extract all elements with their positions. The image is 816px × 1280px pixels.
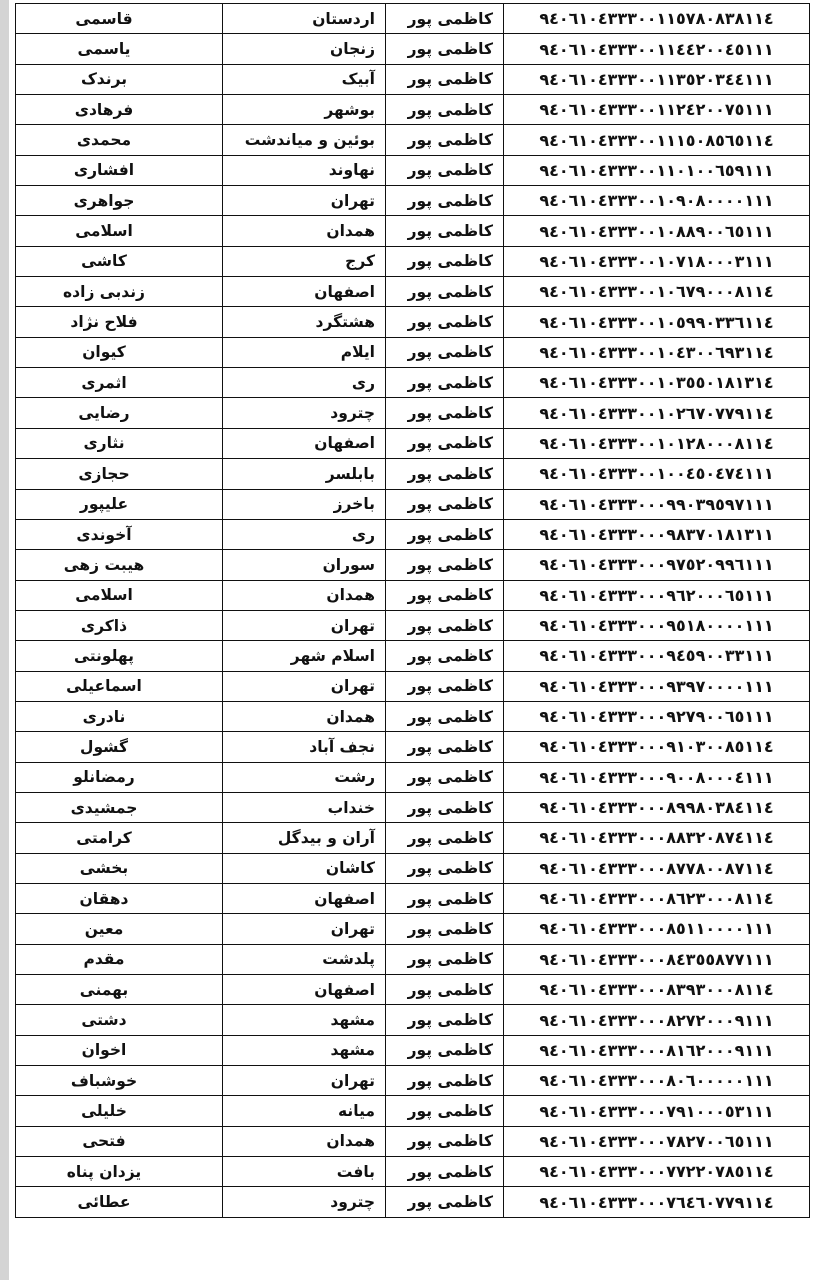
cell-name: کاظمی پور	[386, 671, 504, 701]
cell-city: کاشان	[223, 853, 386, 883]
cell-name: کاظمی پور	[386, 95, 504, 125]
table-row	[16, 883, 810, 913]
cell-surname: کیوان	[16, 337, 223, 367]
cell-code: ٩٤٠٦١٠٤٣٣٣٠٠٠٨٧٧٨٠٠٨٧١١٤	[504, 853, 810, 883]
table-row	[16, 580, 810, 610]
cell-city: سوران	[223, 550, 386, 580]
cell-name: کاظمی پور	[386, 125, 504, 155]
cell-name: کاظمی پور	[386, 732, 504, 762]
table-row	[16, 307, 810, 337]
cell-surname: افشاری	[16, 155, 223, 185]
table-row	[16, 368, 810, 398]
cell-code: ٩٤٠٦١٠٤٣٣٣٠٠٠٧٧٢٢٠٧٨٥١١٤	[504, 1157, 810, 1187]
cell-code: ٩٤٠٦١٠٤٣٣٣٠٠٠٩٧٥٢٠٩٩٦١١١	[504, 550, 810, 580]
cell-surname: قاسمی	[16, 4, 223, 34]
cell-name: کاظمی پور	[386, 1005, 504, 1035]
cell-name: کاظمی پور	[386, 4, 504, 34]
cell-name: کاظمی پور	[386, 216, 504, 246]
cell-code: ٩٤٠٦١٠٤٣٣٣٠٠٠٩١٠٣٠٠٨٥١١٤	[504, 732, 810, 762]
table-row	[16, 4, 810, 34]
cell-code: ٩٤٠٦١٠٤٣٣٣٠٠١٠٢٦٧٠٧٧٩١١٤	[504, 398, 810, 428]
table-row	[16, 459, 810, 489]
cell-surname: جواهری	[16, 186, 223, 216]
cell-surname: یاسمی	[16, 34, 223, 64]
cell-code: ٩٤٠٦١٠٤٣٣٣٠٠٠٨٣٩٣٠٠٠٨١١٤	[504, 975, 810, 1005]
table-row	[16, 701, 810, 731]
cell-name: کاظمی پور	[386, 186, 504, 216]
table-row	[16, 519, 810, 549]
cell-surname: بخشی	[16, 853, 223, 883]
cell-surname: اسماعیلی	[16, 671, 223, 701]
cell-city: نجف آباد	[223, 732, 386, 762]
cell-code: ٩٤٠٦١٠٤٣٣٣٠٠٠٧٨٢٧٠٠٦٥١١١	[504, 1126, 810, 1156]
cell-code: ٩٤٠٦١٠٤٣٣٣٠٠١١٠١٠٠٦٥٩١١١	[504, 155, 810, 185]
table-row	[16, 1187, 810, 1217]
cell-code: ٩٤٠٦١٠٤٣٣٣٠٠٠٩٠٠٨٠٠٠٤١١١	[504, 762, 810, 792]
cell-code: ٩٤٠٦١٠٤٣٣٣٠٠٠٧٩١٠٠٠٥٣١١١	[504, 1096, 810, 1126]
table-row	[16, 246, 810, 276]
cell-code: ٩٤٠٦١٠٤٣٣٣٠٠١٠٥٩٩٠٣٣٦١١٤	[504, 307, 810, 337]
records-table-body	[16, 4, 810, 1218]
cell-name: کاظمی پور	[386, 459, 504, 489]
cell-surname: خوشباف	[16, 1066, 223, 1096]
cell-city: تهران	[223, 1066, 386, 1096]
table-row	[16, 1035, 810, 1065]
cell-code: ٩٤٠٦١٠٤٣٣٣٠٠٠٩٦٢٠٠٠٦٥١١١	[504, 580, 810, 610]
cell-code: ٩٤٠٦١٠٤٣٣٣٠٠٠٨٦٢٣٠٠٠٨١١٤	[504, 883, 810, 913]
table-row	[16, 975, 810, 1005]
cell-surname: مقدم	[16, 944, 223, 974]
cell-code: ٩٤٠٦١٠٤٣٣٣٠٠٠٩٥١٨٠٠٠٠١١١	[504, 610, 810, 640]
table-row	[16, 125, 810, 155]
cell-surname: عطائی	[16, 1187, 223, 1217]
cell-code: ٩٤٠٦١٠٤٣٣٣٠٠٠٩٣٩٧٠٠٠٠١١١	[504, 671, 810, 701]
cell-city: خنداب	[223, 792, 386, 822]
table-row	[16, 34, 810, 64]
cell-code: ٩٤٠٦١٠٤٣٣٣٠٠١١٤٤٢٠٠٤٥١١١	[504, 34, 810, 64]
table-row	[16, 95, 810, 125]
table-row	[16, 853, 810, 883]
cell-city: اصفهان	[223, 975, 386, 1005]
table-row	[16, 1066, 810, 1096]
cell-code: ٩٤٠٦١٠٤٣٣٣٠٠١١٥٧٨٠٨٣٨١١٤	[504, 4, 810, 34]
cell-city: همدان	[223, 701, 386, 731]
cell-name: کاظمی پور	[386, 519, 504, 549]
cell-surname: حجازی	[16, 459, 223, 489]
cell-code: ٩٤٠٦١٠٤٣٣٣٠٠١١٣٥٢٠٣٤٤١١١	[504, 64, 810, 94]
cell-name: کاظمی پور	[386, 853, 504, 883]
cell-city: همدان	[223, 1126, 386, 1156]
cell-surname: اثمری	[16, 368, 223, 398]
cell-city: تهران	[223, 186, 386, 216]
cell-code: ٩٤٠٦١٠٤٣٣٣٠٠١١١٥٠٨٥٦٥١١٤	[504, 125, 810, 155]
table-row	[16, 1126, 810, 1156]
cell-surname: کاشی	[16, 246, 223, 276]
table-row	[16, 1096, 810, 1126]
cell-name: کاظمی پور	[386, 580, 504, 610]
cell-city: هشتگرد	[223, 307, 386, 337]
cell-name: کاظمی پور	[386, 792, 504, 822]
cell-name: کاظمی پور	[386, 641, 504, 671]
cell-surname: محمدی	[16, 125, 223, 155]
cell-name: کاظمی پور	[386, 34, 504, 64]
cell-surname: دشتی	[16, 1005, 223, 1035]
cell-surname: یزدان پناه	[16, 1157, 223, 1187]
cell-code: ٩٤٠٦١٠٤٣٣٣٠٠٠٩٩٠٣٩٥٩٧١١١	[504, 489, 810, 519]
cell-city: اردستان	[223, 4, 386, 34]
cell-code: ٩٤٠٦١٠٤٣٣٣٠٠١٠٦٧٩٠٠٠٨١١٤	[504, 277, 810, 307]
cell-code: ٩٤٠٦١٠٤٣٣٣٠٠٠٨٠٦٠٠٠٠٠١١١	[504, 1066, 810, 1096]
cell-code: ٩٤٠٦١٠٤٣٣٣٠٠٠٩٨٣٧٠١٨١٣١١	[504, 519, 810, 549]
cell-city: بافت	[223, 1157, 386, 1187]
cell-city: بوئین و میاندشت	[223, 125, 386, 155]
cell-city: چترود	[223, 398, 386, 428]
cell-code: ٩٤٠٦١٠٤٣٣٣٠٠٠٧٦٤٦٠٧٧٩١١٤	[504, 1187, 810, 1217]
table-row	[16, 762, 810, 792]
cell-city: اسلام شهر	[223, 641, 386, 671]
cell-surname: برندک	[16, 64, 223, 94]
table-row	[16, 1157, 810, 1187]
cell-code: ٩٤٠٦١٠٤٣٣٣٠٠١٠٤٣٠٠٦٩٣١١٤	[504, 337, 810, 367]
cell-city: آبیک	[223, 64, 386, 94]
cell-surname: خلیلی	[16, 1096, 223, 1126]
cell-name: کاظمی پور	[386, 762, 504, 792]
cell-name: کاظمی پور	[386, 944, 504, 974]
cell-name: کاظمی پور	[386, 1066, 504, 1096]
cell-surname: رمضانلو	[16, 762, 223, 792]
cell-name: کاظمی پور	[386, 277, 504, 307]
cell-name: کاظمی پور	[386, 1096, 504, 1126]
cell-surname: معین	[16, 914, 223, 944]
cell-name: کاظمی پور	[386, 428, 504, 458]
cell-code: ٩٤٠٦١٠٤٣٣٣٠٠٠٨٤٣٥٥٨٧٧١١١	[504, 944, 810, 974]
cell-name: کاظمی پور	[386, 489, 504, 519]
cell-surname: اسلامی	[16, 216, 223, 246]
cell-surname: هیبت زهی	[16, 550, 223, 580]
cell-city: رشت	[223, 762, 386, 792]
cell-surname: ذاکری	[16, 610, 223, 640]
document-page	[9, 0, 816, 1280]
table-row	[16, 671, 810, 701]
cell-name: کاظمی پور	[386, 823, 504, 853]
table-row	[16, 792, 810, 822]
cell-code: ٩٤٠٦١٠٤٣٣٣٠٠١٠٩٠٨٠٠٠٠١١١	[504, 186, 810, 216]
cell-surname: جمشیدی	[16, 792, 223, 822]
cell-surname: رضایی	[16, 398, 223, 428]
table-row	[16, 489, 810, 519]
cell-city: چترود	[223, 1187, 386, 1217]
cell-city: همدان	[223, 580, 386, 610]
cell-code: ٩٤٠٦١٠٤٣٣٣٠٠٠٨١٦٢٠٠٠٩١١١	[504, 1035, 810, 1065]
cell-name: کاظمی پور	[386, 155, 504, 185]
table-row	[16, 914, 810, 944]
cell-surname: فتحی	[16, 1126, 223, 1156]
cell-name: کاظمی پور	[386, 1035, 504, 1065]
cell-code: ٩٤٠٦١٠٤٣٣٣٠٠٠٩٤٥٩٠٠٣٣١١١	[504, 641, 810, 671]
table-row	[16, 550, 810, 580]
cell-city: ایلام	[223, 337, 386, 367]
cell-name: کاظمی پور	[386, 701, 504, 731]
table-row	[16, 610, 810, 640]
table-row	[16, 732, 810, 762]
cell-name: کاظمی پور	[386, 1126, 504, 1156]
cell-code: ٩٤٠٦١٠٤٣٣٣٠٠٠٨٢٧٢٠٠٠٩١١١	[504, 1005, 810, 1035]
cell-city: ری	[223, 519, 386, 549]
cell-city: زنجان	[223, 34, 386, 64]
table-row	[16, 944, 810, 974]
cell-surname: پهلونتی	[16, 641, 223, 671]
cell-city: باخرز	[223, 489, 386, 519]
cell-name: کاظمی پور	[386, 64, 504, 94]
cell-code: ٩٤٠٦١٠٤٣٣٣٠٠٠٨٥١١٠٠٠٠١١١	[504, 914, 810, 944]
table-row	[16, 337, 810, 367]
cell-name: کاظمی پور	[386, 398, 504, 428]
cell-code: ٩٤٠٦١٠٤٣٣٣٠٠١٠١٢٨٠٠٠٨١١٤	[504, 428, 810, 458]
table-row	[16, 277, 810, 307]
cell-city: بوشهر	[223, 95, 386, 125]
cell-name: کاظمی پور	[386, 246, 504, 276]
cell-city: همدان	[223, 216, 386, 246]
cell-name: کاظمی پور	[386, 550, 504, 580]
cell-code: ٩٤٠٦١٠٤٣٣٣٠٠٠٨٩٩٨٠٣٨٤١١٤	[504, 792, 810, 822]
cell-surname: علیپور	[16, 489, 223, 519]
cell-surname: فرهادی	[16, 95, 223, 125]
cell-city: نهاوند	[223, 155, 386, 185]
cell-code: ٩٤٠٦١٠٤٣٣٣٠٠١٠٣٥٥٠١٨١٣١٤	[504, 368, 810, 398]
cell-surname: نثاری	[16, 428, 223, 458]
cell-surname: گشول	[16, 732, 223, 762]
cell-surname: دهقان	[16, 883, 223, 913]
cell-name: کاظمی پور	[386, 914, 504, 944]
table-row	[16, 823, 810, 853]
table-row	[16, 155, 810, 185]
cell-surname: فلاح نژاد	[16, 307, 223, 337]
cell-city: کرج	[223, 246, 386, 276]
table-row	[16, 1005, 810, 1035]
cell-code: ٩٤٠٦١٠٤٣٣٣٠٠١١٢٤٢٠٠٧٥١١١	[504, 95, 810, 125]
table-row	[16, 398, 810, 428]
table-row	[16, 186, 810, 216]
cell-city: تهران	[223, 914, 386, 944]
cell-surname: اسلامی	[16, 580, 223, 610]
cell-code: ٩٤٠٦١٠٤٣٣٣٠٠١٠٨٨٩٠٠٦٥١١١	[504, 216, 810, 246]
cell-name: کاظمی پور	[386, 975, 504, 1005]
cell-surname: اخوان	[16, 1035, 223, 1065]
cell-code: ٩٤٠٦١٠٤٣٣٣٠٠١٠٧١٨٠٠٠٣١١١	[504, 246, 810, 276]
cell-city: ری	[223, 368, 386, 398]
cell-city: تهران	[223, 610, 386, 640]
cell-city: آران و بیدگل	[223, 823, 386, 853]
cell-surname: نادری	[16, 701, 223, 731]
cell-city: اصفهان	[223, 277, 386, 307]
cell-city: بابلسر	[223, 459, 386, 489]
cell-name: کاظمی پور	[386, 337, 504, 367]
cell-code: ٩٤٠٦١٠٤٣٣٣٠٠٠٩٢٧٩٠٠٦٥١١١	[504, 701, 810, 731]
table-row	[16, 428, 810, 458]
cell-surname: آخوندی	[16, 519, 223, 549]
cell-city: مشهد	[223, 1005, 386, 1035]
cell-name: کاظمی پور	[386, 610, 504, 640]
table-row	[16, 641, 810, 671]
cell-code: ٩٤٠٦١٠٤٣٣٣٠٠١٠٠٤٥٠٤٧٤١١١	[504, 459, 810, 489]
cell-name: کاظمی پور	[386, 1157, 504, 1187]
cell-code: ٩٤٠٦١٠٤٣٣٣٠٠٠٨٨٣٢٠٨٧٤١١٤	[504, 823, 810, 853]
cell-name: کاظمی پور	[386, 307, 504, 337]
cell-surname: بهمنی	[16, 975, 223, 1005]
cell-city: اصفهان	[223, 883, 386, 913]
table-row	[16, 216, 810, 246]
cell-surname: کرامتی	[16, 823, 223, 853]
cell-name: کاظمی پور	[386, 1187, 504, 1217]
records-table	[15, 3, 810, 1218]
table-row	[16, 64, 810, 94]
cell-name: کاظمی پور	[386, 368, 504, 398]
cell-surname: زندبی زاده	[16, 277, 223, 307]
cell-name: کاظمی پور	[386, 883, 504, 913]
cell-city: اصفهان	[223, 428, 386, 458]
cell-city: میانه	[223, 1096, 386, 1126]
cell-city: مشهد	[223, 1035, 386, 1065]
cell-city: تهران	[223, 671, 386, 701]
cell-city: پلدشت	[223, 944, 386, 974]
